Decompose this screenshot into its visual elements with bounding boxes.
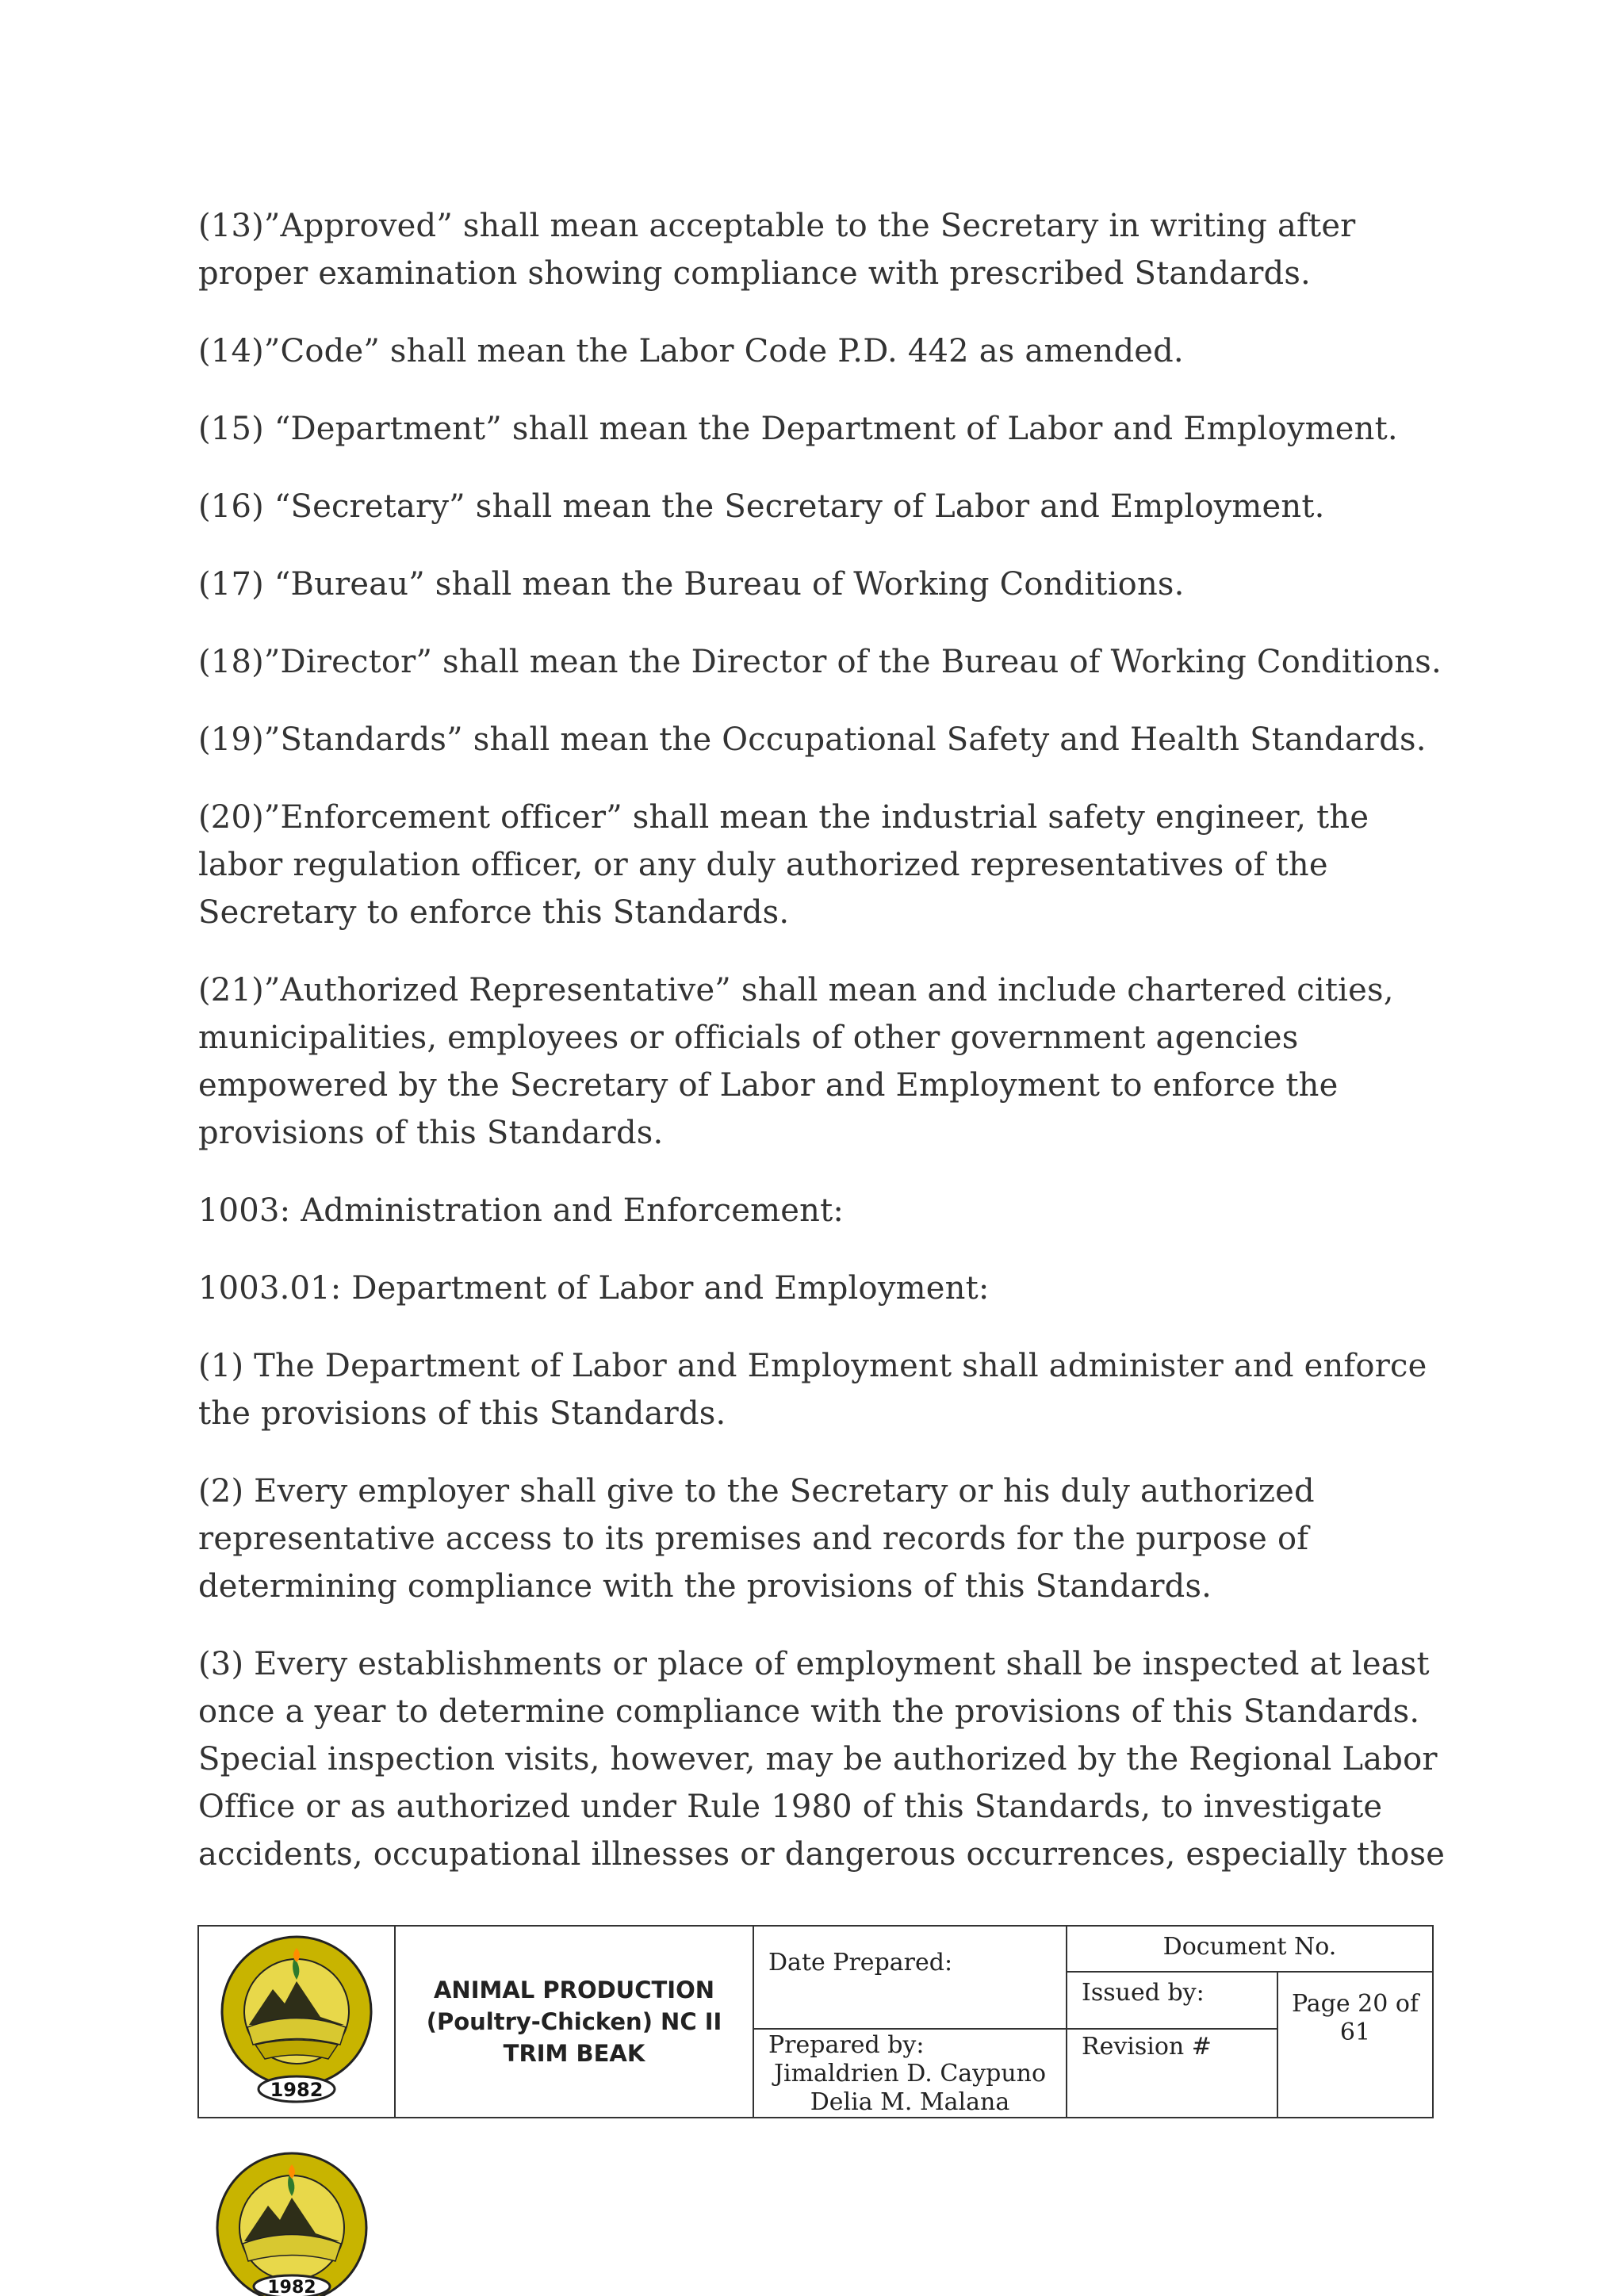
date-prepared-label: Date Prepared: — [768, 1949, 953, 1976]
definition-18: (18)”Director” shall mean the Director of the Bureau of Working Conditions. — [198, 644, 1442, 680]
bottom-school-seal-icon — [213, 2150, 371, 2296]
date-prepared-cell — [753, 1926, 1067, 2029]
seal-year: 1982 — [270, 2079, 324, 2101]
page-number: Page 20 of 61 — [1291, 1990, 1419, 2046]
revision-cell — [1067, 2029, 1277, 2118]
course-title: ANIMAL PRODUCTION — [433, 1976, 715, 2003]
bottom-seal-year: 1982 — [267, 2278, 316, 2296]
section-1003-01-heading: 1003.01: Department of Labor and Employment: — [198, 1270, 990, 1307]
definition-20: (20)”Enforcement officer” shall mean the industrial safety engineer, the labor regulation officer, or any duly authorized representatives of the Secretary to enforce this Standards. — [198, 799, 1369, 931]
issued-by-cell — [1067, 1972, 1277, 2029]
definition-16: (16) “Secretary” shall mean the Secretary of Labor and Employment. — [198, 488, 1325, 525]
issued-by-label: Issued by: — [1082, 1979, 1205, 2007]
document-body — [198, 202, 1451, 1908]
course-qualification: (Poultry-Chicken) NC II — [426, 2008, 722, 2035]
definition-21: (21)”Authorized Representative” shall mean and include chartered cities, municipalities, employees or officials of other government agencies empowered by the Secretary of Labor and Employment to enforce the provisions of this Standards. — [198, 972, 1394, 1151]
course-topic: TRIM BEAK — [503, 2040, 645, 2067]
prepared-by-label: Prepared by: — [768, 2031, 925, 2059]
definition-19: (19)”Standards” shall mean the Occupational Safety and Health Standards. — [198, 721, 1427, 758]
definition-15: (15) “Department” shall mean the Department of Labor and Employment. — [198, 411, 1398, 447]
document-no-label: Document No. — [1162, 1933, 1337, 1961]
provision-3: (3) Every establishments or place of employment shall be inspected at least once a year to determine compliance with the provisions of this Standards. Special inspection visits, however, may be authorized by the Regional Labor Office or as authorized under Rule 1980 of this Standards, to investigate accidents, occupational illnesses or dangerous occurrences, especially those — [198, 1646, 1446, 1873]
school-seal-icon — [217, 1934, 376, 2110]
footer-title-cell — [395, 1926, 753, 2118]
page-number-cell — [1277, 1972, 1433, 2118]
preparer-2: Delia M. Malana — [810, 2088, 1010, 2116]
prepared-by-cell — [753, 2029, 1067, 2118]
definition-17: (17) “Bureau” shall mean the Bureau of Working Conditions. — [198, 566, 1185, 603]
document-no-cell — [1067, 1926, 1433, 1972]
definition-13: (13)”Approved” shall mean acceptable to the Secretary in writing after proper examination showing compliance with prescribed Standards. — [198, 208, 1356, 292]
document-footer-table — [197, 1925, 1434, 2118]
section-1003-heading: 1003: Administration and Enforcement: — [198, 1192, 845, 1229]
provision-2: (2) Every employer shall give to the Secretary or his duly authorized representative access to its premises and records for the purpose of determining compliance with the provisions of this Standards. — [198, 1473, 1315, 1605]
definition-14: (14)”Code” shall mean the Labor Code P.D. 442 as amended. — [198, 333, 1184, 369]
revision-label: Revision # — [1082, 2033, 1212, 2061]
preparer-1: Jimaldrien D. Caypuno — [773, 2060, 1047, 2087]
footer-logo-cell — [198, 1926, 395, 2118]
provision-1: (1) The Department of Labor and Employment shall administer and enforce the provisions of this Standards. — [198, 1348, 1427, 1432]
